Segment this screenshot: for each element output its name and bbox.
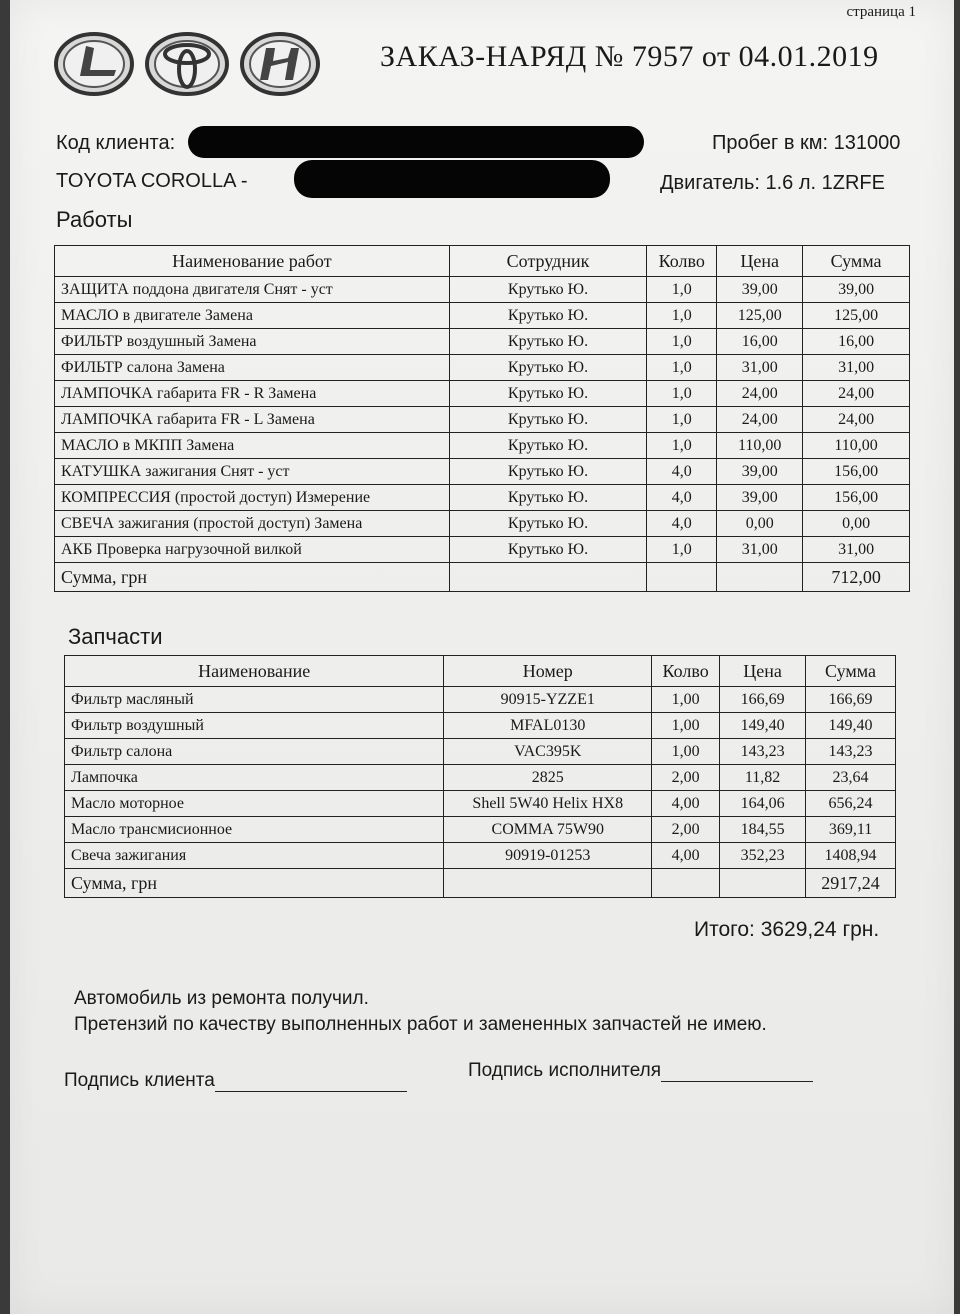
column-header: Цена xyxy=(717,246,803,277)
table-cell: Крутько Ю. xyxy=(449,485,647,511)
parts-row xyxy=(65,791,896,817)
table-cell: 1408,94 xyxy=(806,843,896,869)
works-row xyxy=(55,329,910,355)
table-cell: ЛАМПОЧКА габарита FR - R Замена xyxy=(55,381,450,407)
table-cell: 4,00 xyxy=(652,791,720,817)
parts-total-row xyxy=(65,869,896,898)
table-cell: 31,00 xyxy=(717,355,803,381)
table-cell: 149,40 xyxy=(720,713,806,739)
table-cell: 0,00 xyxy=(717,511,803,537)
table-cell: 1,0 xyxy=(647,277,717,303)
parts-row xyxy=(65,765,896,791)
parts-row xyxy=(65,739,896,765)
table-cell: Крутько Ю. xyxy=(449,355,647,381)
table-cell: 656,24 xyxy=(806,791,896,817)
works-row xyxy=(55,485,910,511)
parts-rows xyxy=(65,687,896,869)
table-cell: КАТУШКА зажигания Снят - уст xyxy=(55,459,450,485)
table-cell: 156,00 xyxy=(803,485,910,511)
mileage: Пробег в км: 131000 xyxy=(712,132,901,154)
works-row xyxy=(55,511,910,537)
column-header: Номер xyxy=(444,656,652,687)
table-cell: ЛАМПОЧКА габарита FR - L Замена xyxy=(55,407,450,433)
table-cell: Shell 5W40 Helix HX8 xyxy=(444,791,652,817)
table-cell: 156,00 xyxy=(803,459,910,485)
table-cell: 166,69 xyxy=(806,687,896,713)
works-row xyxy=(55,277,910,303)
parts-total-label: Сумма, грн xyxy=(65,869,444,898)
parts-row xyxy=(65,843,896,869)
table-cell: COMMA 75W90 xyxy=(444,817,652,843)
table-cell: MFAL0130 xyxy=(444,713,652,739)
table-cell: 1,0 xyxy=(647,381,717,407)
car-model: TOYOTA COROLLA - xyxy=(56,170,248,192)
column-header: Колво xyxy=(652,656,720,687)
table-cell: 24,00 xyxy=(717,381,803,407)
redacted-client-code xyxy=(188,126,644,158)
parts-row xyxy=(65,713,896,739)
table-cell: 2,00 xyxy=(652,817,720,843)
table-cell: 24,00 xyxy=(803,381,910,407)
hyundai-logo-icon xyxy=(242,34,318,94)
claims-note: Претензий по качеству выполненных работ и замененных запчастей не имею. xyxy=(74,1014,767,1035)
client-signature xyxy=(64,1070,407,1092)
table-cell: КОМПРЕССИЯ (простой доступ) Измерение xyxy=(55,485,450,511)
table-cell: 1,00 xyxy=(652,739,720,765)
table-cell: 2825 xyxy=(444,765,652,791)
table-cell: 166,69 xyxy=(720,687,806,713)
column-header: Сумма xyxy=(803,246,910,277)
works-row xyxy=(55,537,910,563)
parts-row xyxy=(65,817,896,843)
table-cell: 31,00 xyxy=(803,355,910,381)
grand-total: Итого: 3629,24 грн. xyxy=(694,918,880,941)
table-cell: ФИЛЬТР салона Замена xyxy=(55,355,450,381)
table-cell: 0,00 xyxy=(803,511,910,537)
works-row xyxy=(55,381,910,407)
table-cell: 2,00 xyxy=(652,765,720,791)
table-cell: 149,40 xyxy=(806,713,896,739)
works-row xyxy=(55,459,910,485)
table-cell: 4,00 xyxy=(652,843,720,869)
table-cell: 1,0 xyxy=(647,303,717,329)
works-row xyxy=(55,433,910,459)
table-cell: 24,00 xyxy=(717,407,803,433)
works-total-label: Сумма, грн xyxy=(55,563,450,592)
table-cell: СВЕЧА зажигания (простой доступ) Замена xyxy=(55,511,450,537)
table-cell: 39,00 xyxy=(717,485,803,511)
table-cell: 1,0 xyxy=(647,537,717,563)
table-cell: ФИЛЬТР воздушный Замена xyxy=(55,329,450,355)
table-cell: 39,00 xyxy=(803,277,910,303)
table-cell: Масло трансмисионное xyxy=(65,817,444,843)
table-cell: Фильтр воздушный xyxy=(65,713,444,739)
table-cell: Масло моторное xyxy=(65,791,444,817)
works-title: Работы xyxy=(56,207,133,232)
works-total-row xyxy=(55,563,910,592)
parts-header-row xyxy=(65,656,896,687)
engine-info: Двигатель: 1.6 л. 1ZRFE xyxy=(660,172,885,194)
table-cell: АКБ Проверка нагрузочной вилкой xyxy=(55,537,450,563)
table-cell: Фильтр салона xyxy=(65,739,444,765)
table-cell: Крутько Ю. xyxy=(449,329,647,355)
table-cell: 110,00 xyxy=(803,433,910,459)
executor-signature-label: Подпись исполнителя xyxy=(468,1060,662,1081)
column-header: Наименование работ xyxy=(55,246,450,277)
table-cell: 31,00 xyxy=(717,537,803,563)
table-cell: 1,0 xyxy=(647,329,717,355)
table-cell: Крутько Ю. xyxy=(449,381,647,407)
table-cell: 4,0 xyxy=(647,459,717,485)
table-cell: Крутько Ю. xyxy=(449,407,647,433)
works-total-value: 712,00 xyxy=(803,563,910,592)
parts-title: Запчасти xyxy=(68,624,163,649)
table-cell: Крутько Ю. xyxy=(449,511,647,537)
column-header: Колво xyxy=(647,246,717,277)
document-sheet xyxy=(10,0,954,1314)
receipt-note: Автомобиль из ремонта получил. xyxy=(74,988,369,1009)
table-cell: 143,23 xyxy=(720,739,806,765)
table-cell: 11,82 xyxy=(720,765,806,791)
table-cell: Лампочка xyxy=(65,765,444,791)
executor-signature-line xyxy=(661,1063,813,1082)
works-row xyxy=(55,407,910,433)
table-cell: Фильтр масляный xyxy=(65,687,444,713)
column-header: Сотрудник xyxy=(449,246,647,277)
works-table xyxy=(54,245,910,592)
lexus-logo-icon xyxy=(56,34,132,94)
client-signature-line xyxy=(215,1073,407,1092)
table-cell: 4,0 xyxy=(647,485,717,511)
table-cell: 24,00 xyxy=(803,407,910,433)
table-cell: 16,00 xyxy=(717,329,803,355)
client-signature-label: Подпись клиента xyxy=(64,1070,215,1091)
redacted-car-info xyxy=(294,160,610,198)
table-cell: VAC395K xyxy=(444,739,652,765)
table-cell: 352,23 xyxy=(720,843,806,869)
table-cell: МАСЛО в МКПП Замена xyxy=(55,433,450,459)
table-cell: 164,06 xyxy=(720,791,806,817)
column-header: Цена xyxy=(720,656,806,687)
table-cell: 90919-01253 xyxy=(444,843,652,869)
toyota-logo-icon xyxy=(147,34,227,94)
table-cell: 39,00 xyxy=(717,459,803,485)
table-cell: 1,00 xyxy=(652,687,720,713)
parts-row xyxy=(65,687,896,713)
order-title: ЗАКАЗ-НАРЯД № 7957 от 04.01.2019 xyxy=(380,40,879,73)
table-cell: ЗАЩИТА поддона двигателя Снят - уст xyxy=(55,277,450,303)
works-row xyxy=(55,355,910,381)
parts-table xyxy=(64,655,896,898)
table-cell: 23,64 xyxy=(806,765,896,791)
table-cell: Крутько Ю. xyxy=(449,277,647,303)
page-label: страница 1 xyxy=(846,4,916,20)
table-cell: 369,11 xyxy=(806,817,896,843)
works-rows xyxy=(55,277,910,563)
table-cell: 1,0 xyxy=(647,407,717,433)
table-cell: 125,00 xyxy=(803,303,910,329)
table-cell: 1,0 xyxy=(647,433,717,459)
table-cell: Крутько Ю. xyxy=(449,537,647,563)
client-code-label: Код клиента: xyxy=(56,132,176,154)
table-cell: Крутько Ю. xyxy=(449,303,647,329)
table-cell: 184,55 xyxy=(720,817,806,843)
table-cell: 143,23 xyxy=(806,739,896,765)
table-cell: 4,0 xyxy=(647,511,717,537)
column-header: Наименование xyxy=(65,656,444,687)
brand-logos xyxy=(52,24,322,104)
table-cell: 1,00 xyxy=(652,713,720,739)
table-cell: Свеча зажигания xyxy=(65,843,444,869)
table-cell: 110,00 xyxy=(717,433,803,459)
column-header: Сумма xyxy=(806,656,896,687)
works-header-row xyxy=(55,246,910,277)
table-cell: 31,00 xyxy=(803,537,910,563)
table-cell: 39,00 xyxy=(717,277,803,303)
table-cell: МАСЛО в двигателе Замена xyxy=(55,303,450,329)
parts-total-value: 2917,24 xyxy=(806,869,896,898)
table-cell: Крутько Ю. xyxy=(449,459,647,485)
table-cell: 90915-YZZE1 xyxy=(444,687,652,713)
table-cell: 16,00 xyxy=(803,329,910,355)
table-cell: 1,0 xyxy=(647,355,717,381)
table-cell: 125,00 xyxy=(717,303,803,329)
table-cell: Крутько Ю. xyxy=(449,433,647,459)
works-row xyxy=(55,303,910,329)
executor-signature xyxy=(468,1060,813,1082)
